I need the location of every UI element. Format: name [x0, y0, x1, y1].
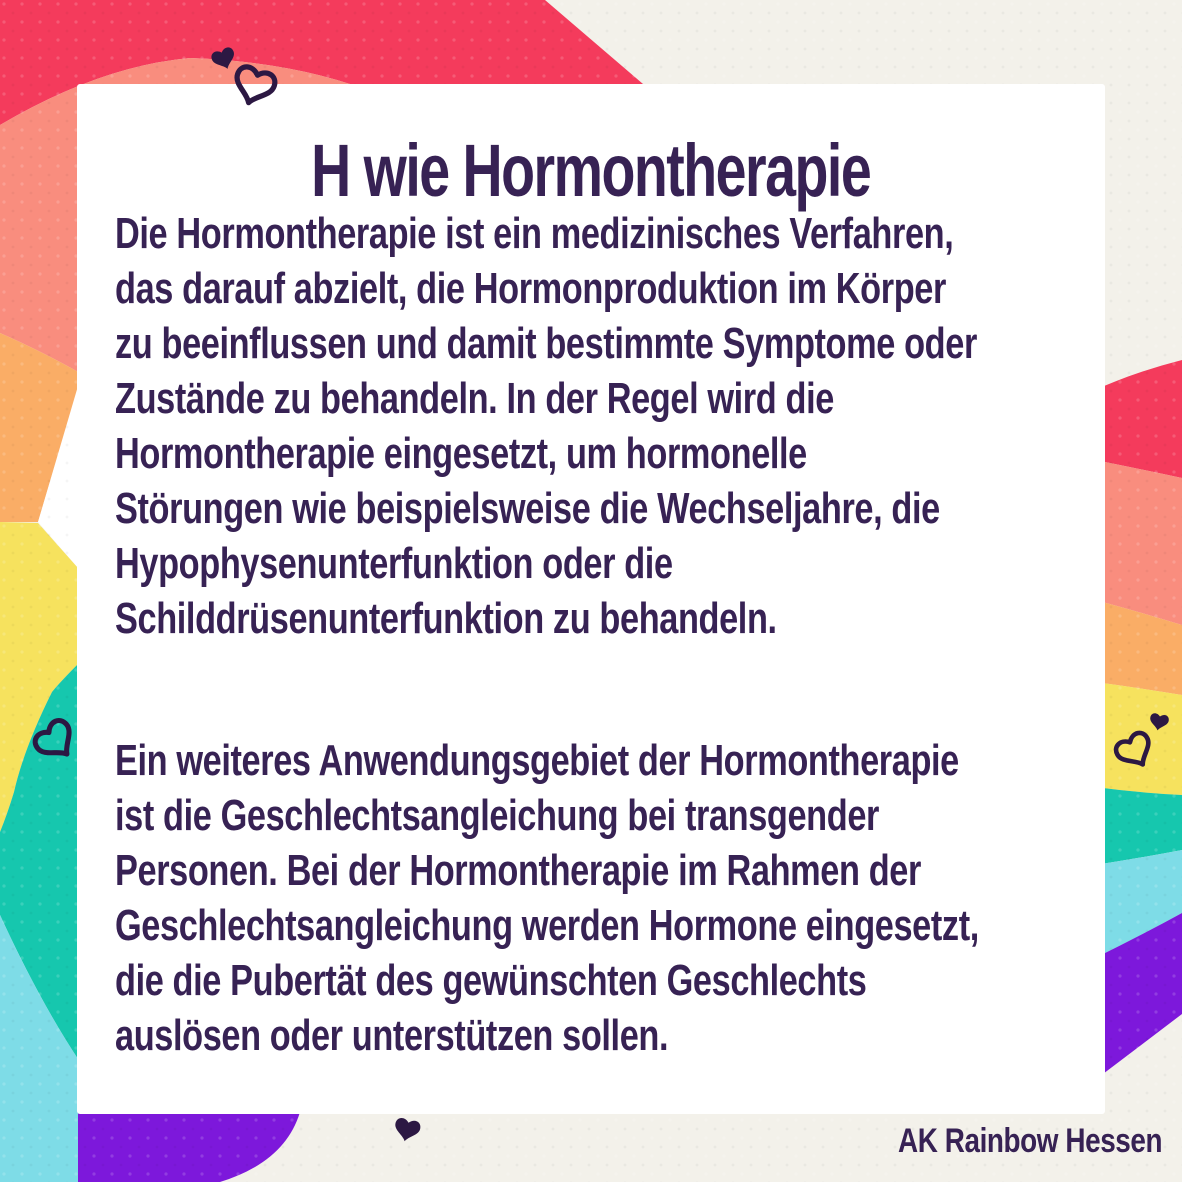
body-line: Personen. Bei der Hormontherapie im Rahmen der — [115, 846, 921, 895]
body-line: Störungen wie beispielsweise die Wechseljahre, die — [115, 484, 940, 533]
body-line: zu beeinflussen und damit bestimmte Symptome oder — [115, 319, 977, 368]
body-line: Geschlechtsangleichung werden Hormone eingesetzt, — [115, 901, 979, 950]
body-line: Die Hormontherapie ist ein medizinisches Verfahren, — [115, 209, 954, 258]
body-line: Ein weiteres Anwendungsgebiet der Hormontherapie — [115, 736, 959, 785]
body-line: auslösen oder unterstützen sollen. — [115, 1011, 669, 1060]
body-line: Zustände zu behandeln. In der Regel wird die — [115, 374, 834, 423]
body-line: die die Pubertät des gewünschten Geschlechts — [115, 956, 867, 1005]
content-card — [77, 84, 1105, 1114]
body-line: Schilddrüsenunterfunktion zu behandeln. — [115, 594, 777, 643]
credit-label: AK Rainbow Hessen — [897, 1122, 1162, 1160]
body-line: ist die Geschlechtsangleichung bei transgender — [115, 791, 879, 840]
body-line: Hypophysenunterfunktion oder die — [115, 539, 673, 588]
page-title-text: H wie Hormontherapie — [311, 129, 871, 212]
body-line: Hormontherapie eingesetzt, um hormonelle — [115, 429, 807, 478]
body-line: das darauf abzielt, die Hormonproduktion im Körper — [115, 264, 946, 313]
